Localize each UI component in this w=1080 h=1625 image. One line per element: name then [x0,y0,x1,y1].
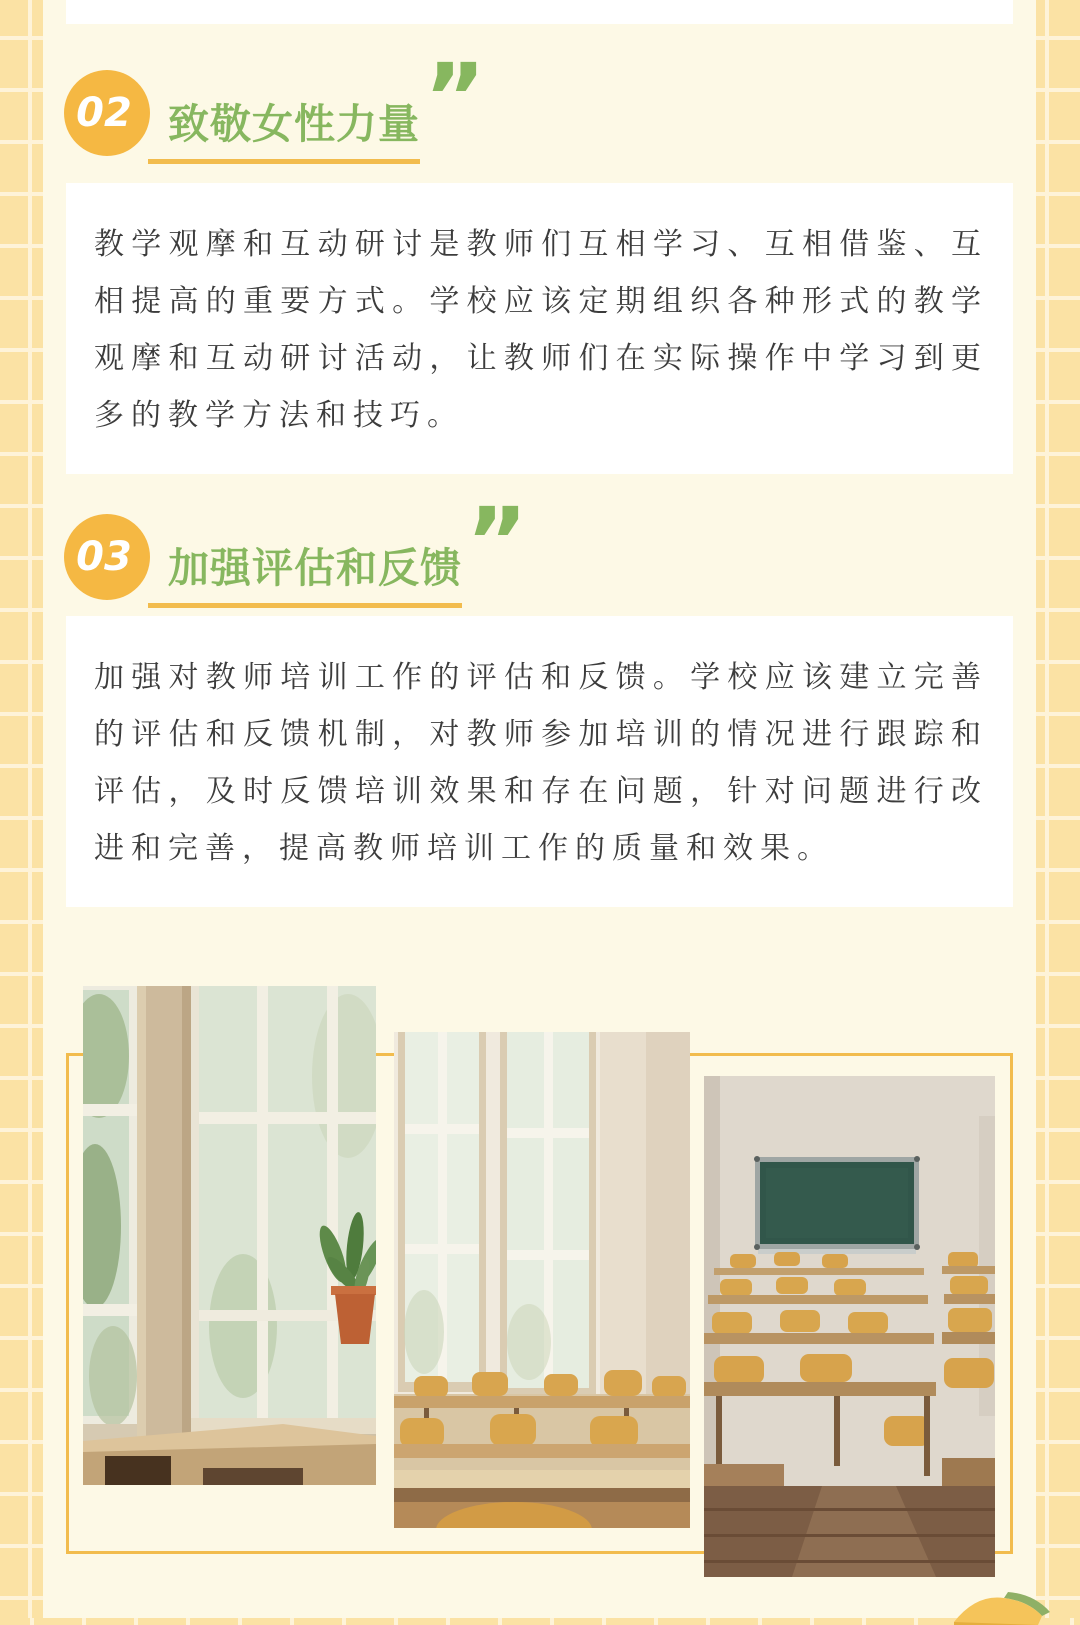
section-number: 03 [76,534,132,580]
paragraph-line: 评估，及时反馈培训效果和存在问题，针对问题进行改 [94,775,985,808]
title-underline [148,159,420,164]
quote-icon: ” [466,488,528,597]
grid-border-left [0,0,43,1625]
classroom-illustration [704,1076,995,1577]
previous-box-bottom [66,0,1013,24]
section-02-body-box [66,183,1013,474]
paragraph-line: 加强对教师培训工作的评估和反馈。学校应该建立完善 [94,661,985,694]
paragraph-line: 多的教学方法和技巧。 [94,399,464,432]
section-number-badge [64,70,150,156]
classroom-illustration [394,1032,690,1528]
section-title-wrap [168,44,486,153]
section-03-body-box [66,616,1013,907]
classroom-photo-desks-windows [394,1032,690,1528]
paragraph-line: 相提高的重要方式。学校应该定期组织各种形式的教学 [94,285,985,318]
classroom-illustration [83,986,376,1485]
quote-icon: ” [424,44,486,153]
section-number: 02 [76,90,132,136]
section-title: 加强评估和反馈 [168,545,462,591]
section-title: 致敬女性力量 [168,101,420,147]
section-number-badge [64,514,150,600]
grid-border-bottom [0,1618,1080,1625]
paragraph-line: 进和完善，提高教师培训工作的质量和效果。 [94,832,834,865]
paragraph-line: 观摩和互动研讨活动，让教师们在实际操作中学习到更 [94,342,985,375]
chalkboard [754,1156,920,1254]
classroom-photo-windows-plant [83,986,376,1485]
section-title-wrap [168,488,528,597]
grid-border-right [1036,0,1080,1625]
title-underline [148,603,462,608]
classroom-photo-chalkboard [704,1076,995,1577]
origami-decoration-icon [950,1590,1050,1625]
paragraph-line: 的评估和反馈机制，对教师参加培训的情况进行跟踪和 [94,718,985,751]
paragraph-line: 教学观摩和互动研讨是教师们互相学习、互相借鉴、互 [94,228,985,261]
